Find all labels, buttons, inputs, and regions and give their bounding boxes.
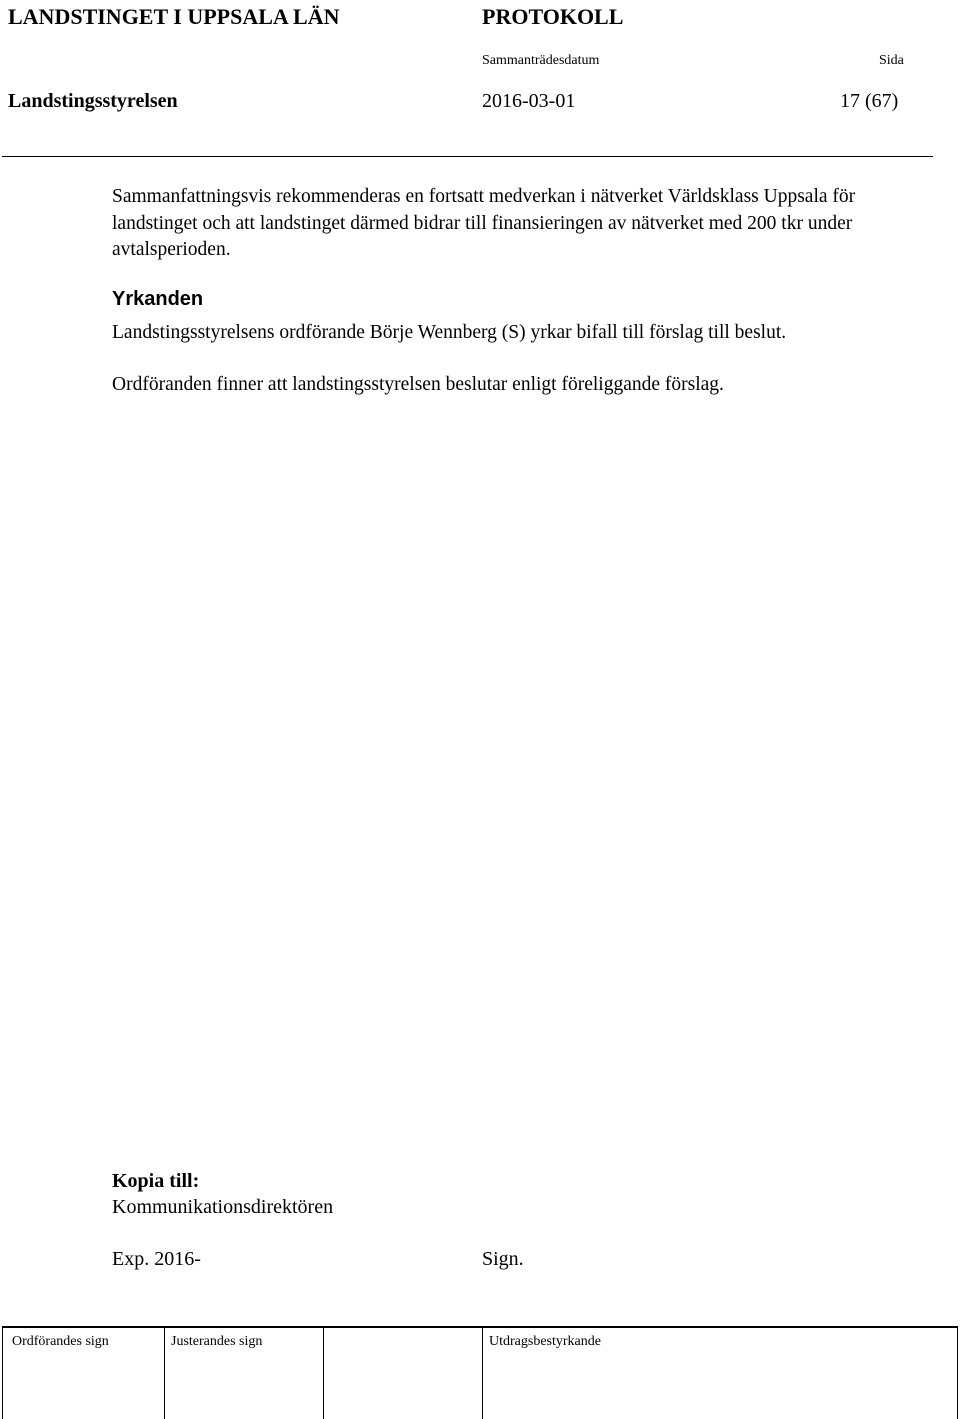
footer-border-left [2, 1328, 3, 1419]
chair-signature-label: Ordförandes sign [12, 1334, 109, 1349]
section-heading: Yrkanden [112, 288, 204, 310]
decision-paragraph: Ordföranden finner att landstingsstyrelsen beslutar enligt föreliggande förslag. [112, 374, 724, 395]
certifier-label: Utdragsbestyrkande [489, 1334, 601, 1349]
expedition-field: Exp. 2016- [112, 1248, 201, 1270]
organization-name: LANDSTINGET I UPPSALA LÄN [8, 4, 340, 29]
page-number: 17 (67) [840, 90, 899, 112]
motion-paragraph: Landstingsstyrelsens ordförande Börje Wennberg (S) yrkar bifall till förslag till beslut. [112, 322, 787, 343]
adjuster-signature-label: Justerandes sign [171, 1334, 263, 1349]
committee-name: Landstingsstyrelsen [8, 90, 178, 112]
meeting-date: 2016-03-01 [482, 90, 576, 112]
copy-to-label: Kopia till: [112, 1170, 200, 1192]
header-divider [2, 156, 933, 157]
footer-column-divider [164, 1328, 165, 1419]
sign-field: Sign. [482, 1248, 524, 1270]
footer-divider [2, 1326, 958, 1328]
footer-border-right [957, 1328, 958, 1419]
document-type: PROTOKOLL [482, 4, 624, 29]
meeting-date-label: Sammanträdesdatum [482, 53, 600, 68]
page-label: Sida [879, 53, 904, 68]
copy-to-recipient: Kommunikationsdirektören [112, 1196, 334, 1218]
footer-column-divider [323, 1328, 324, 1419]
summary-paragraph: Sammanfattningsvis rekommenderas en fortsatt medverkan i nätverket Världsklass Uppsala för landstinget och att landstinget därmed bidrar till finansieringen av nätverket med 200 tkr under avtalsperioden. [112, 186, 856, 260]
footer-column-divider [482, 1328, 483, 1419]
